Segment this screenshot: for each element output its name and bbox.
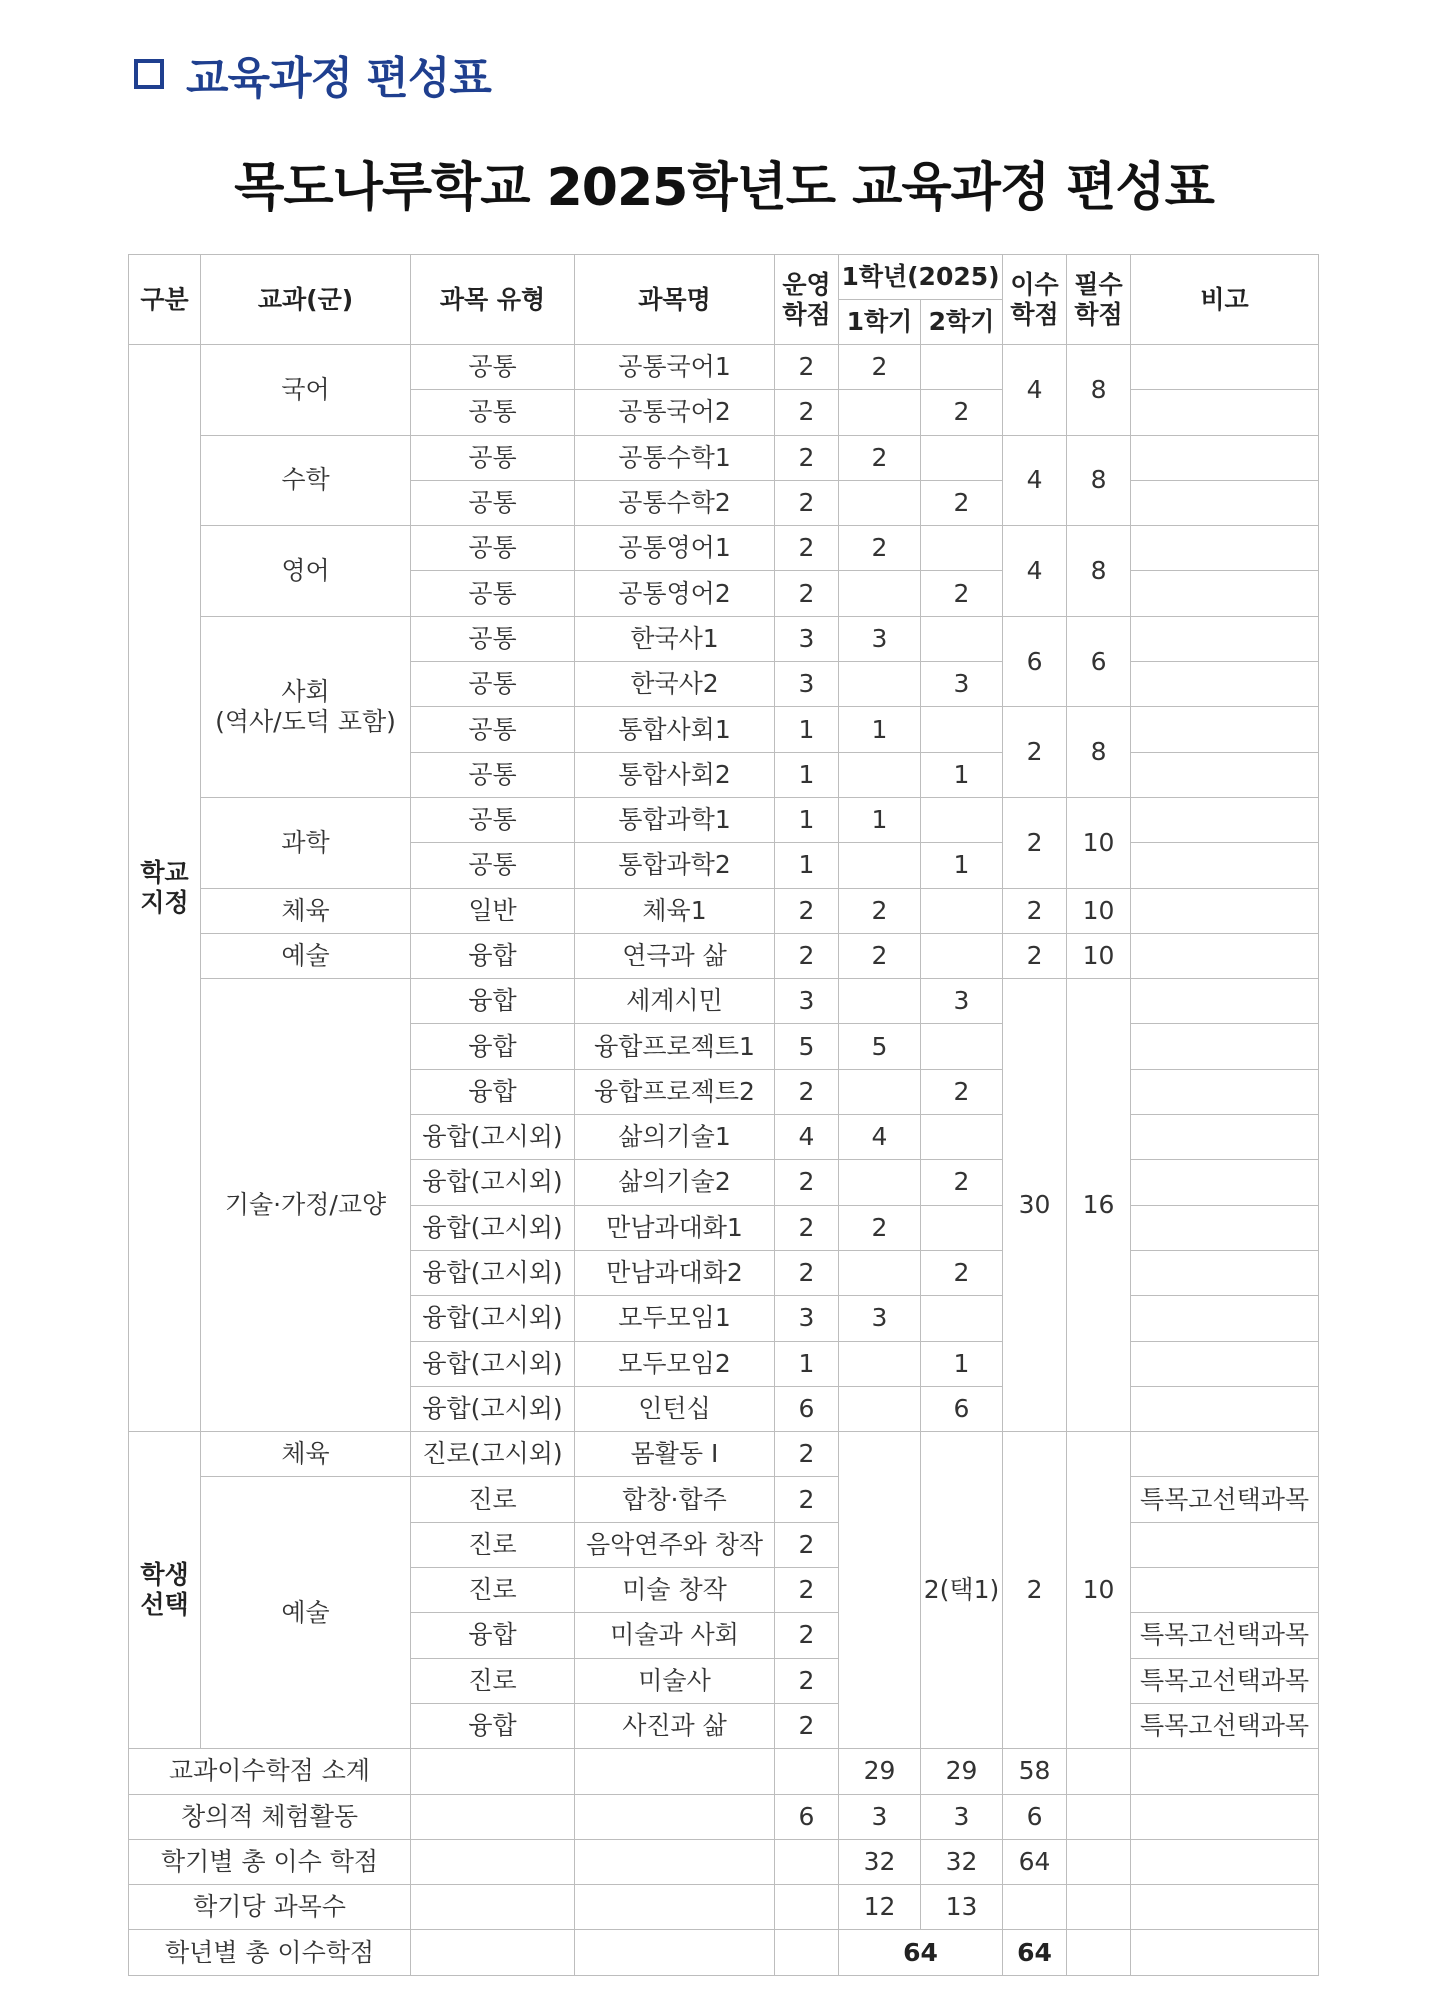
course-sem1: 2	[839, 435, 921, 480]
course-credits: 2	[775, 1205, 839, 1250]
group-required: 10	[1067, 797, 1131, 888]
course-name: 통합과학2	[575, 843, 775, 888]
course-credits: 3	[775, 616, 839, 661]
summary-credits	[775, 1885, 839, 1930]
course-sem1	[839, 662, 921, 707]
group-choice-pe: 체육	[201, 1432, 411, 1477]
summary-sem2: 3	[921, 1794, 1003, 1839]
summary-row	[129, 1885, 1319, 1930]
header-category: 구분	[129, 255, 201, 345]
course-name: 인턴십	[575, 1386, 775, 1431]
course-type: 융합(고시외)	[411, 1160, 575, 1205]
course-type: 진로	[411, 1568, 575, 1613]
checkbox-square-icon	[134, 59, 164, 89]
course-credits: 6	[775, 1386, 839, 1431]
course-credits: 3	[775, 662, 839, 707]
summary-row	[129, 1839, 1319, 1884]
course-type: 공통	[411, 571, 575, 616]
course-credits: 2	[775, 526, 839, 571]
course-sem1	[839, 1386, 921, 1431]
course-type: 융합(고시외)	[411, 1205, 575, 1250]
summary-label: 교과이수학점 소계	[129, 1749, 411, 1794]
course-type: 융합(고시외)	[411, 1386, 575, 1431]
course-credits: 2	[775, 1069, 839, 1114]
summary-label: 학기별 총 이수 학점	[129, 1839, 411, 1884]
course-note	[1131, 1115, 1319, 1160]
course-type: 융합	[411, 1703, 575, 1748]
course-credits: 2	[775, 571, 839, 616]
header-sem1: 1학기	[839, 300, 921, 345]
course-credits: 2	[775, 1432, 839, 1477]
course-name: 세계시민	[575, 979, 775, 1024]
course-note	[1131, 1069, 1319, 1114]
course-credits: 2	[775, 1250, 839, 1295]
group-required: 10	[1067, 1432, 1131, 1749]
course-note	[1131, 480, 1319, 525]
course-sem1: 1	[839, 707, 921, 752]
course-sem2	[921, 1205, 1003, 1250]
curriculum-table	[128, 254, 1319, 1976]
course-sem2: 1	[921, 752, 1003, 797]
course-credits: 2	[775, 888, 839, 933]
group-choice-arts: 예술	[201, 1477, 411, 1749]
course-note	[1131, 1205, 1319, 1250]
summary-completed: 58	[1003, 1749, 1067, 1794]
course-sem1	[839, 1341, 921, 1386]
course-type: 융합	[411, 1069, 575, 1114]
course-note: 특목고선택과목	[1131, 1658, 1319, 1703]
group-korean: 국어	[201, 345, 411, 436]
group-completed: 4	[1003, 345, 1067, 436]
group-english: 영어	[201, 526, 411, 617]
course-note	[1131, 707, 1319, 752]
course-note	[1131, 1386, 1319, 1431]
course-type: 융합(고시외)	[411, 1341, 575, 1386]
summary-sem1: 12	[839, 1885, 921, 1930]
group-tech: 기술·가정/교양	[201, 979, 411, 1432]
group-completed: 2	[1003, 933, 1067, 978]
course-type: 공통	[411, 616, 575, 661]
group-completed: 4	[1003, 526, 1067, 617]
course-credits: 2	[775, 1568, 839, 1613]
course-name: 음악연주와 창작	[575, 1522, 775, 1567]
header-required: 필수 학점	[1067, 255, 1131, 345]
group-required: 8	[1067, 435, 1131, 526]
course-note	[1131, 1341, 1319, 1386]
course-sem2	[921, 435, 1003, 480]
header-completed: 이수 학점	[1003, 255, 1067, 345]
course-note	[1131, 933, 1319, 978]
summary-completed	[1003, 1885, 1067, 1930]
course-name: 체육1	[575, 888, 775, 933]
summary-sem1: 29	[839, 1749, 921, 1794]
group-completed: 2	[1003, 707, 1067, 798]
course-name: 미술사	[575, 1658, 775, 1703]
course-sem1: 3	[839, 616, 921, 661]
course-type: 공통	[411, 662, 575, 707]
group-pe: 체육	[201, 888, 411, 933]
course-sem1: 2	[839, 526, 921, 571]
course-sem2: 1	[921, 843, 1003, 888]
course-note	[1131, 888, 1319, 933]
course-sem1	[839, 1250, 921, 1295]
group-required: 8	[1067, 526, 1131, 617]
group-completed: 6	[1003, 616, 1067, 707]
group-required: 6	[1067, 616, 1131, 707]
course-sem2	[921, 1024, 1003, 1069]
course-type: 진로	[411, 1522, 575, 1567]
course-name: 통합사회2	[575, 752, 775, 797]
course-sem2: 3	[921, 662, 1003, 707]
course-sem1	[839, 571, 921, 616]
course-type: 융합	[411, 933, 575, 978]
summary-label: 창의적 체험활동	[129, 1794, 411, 1839]
course-sem1: 2	[839, 345, 921, 390]
table-row	[129, 888, 1319, 933]
course-sem1: 2	[839, 888, 921, 933]
course-sem1: 1	[839, 797, 921, 842]
group-required: 8	[1067, 345, 1131, 436]
course-type: 공통	[411, 797, 575, 842]
table-row	[129, 616, 1319, 661]
course-name: 공통수학2	[575, 480, 775, 525]
table-row	[129, 526, 1319, 571]
course-sem1: 2	[839, 933, 921, 978]
course-name: 모두모임2	[575, 1341, 775, 1386]
course-note	[1131, 662, 1319, 707]
course-name: 공통영어1	[575, 526, 775, 571]
header-course-type: 과목 유형	[411, 255, 575, 345]
course-sem2	[921, 526, 1003, 571]
table-row	[129, 797, 1319, 842]
course-name: 연극과 삶	[575, 933, 775, 978]
summary-credits	[775, 1749, 839, 1794]
course-note	[1131, 1250, 1319, 1295]
group-required: 8	[1067, 707, 1131, 798]
course-sem2	[921, 616, 1003, 661]
course-type: 공통	[411, 435, 575, 480]
course-type: 융합	[411, 1024, 575, 1069]
course-note	[1131, 345, 1319, 390]
course-sem1	[839, 752, 921, 797]
course-type: 융합(고시외)	[411, 1115, 575, 1160]
course-note	[1131, 843, 1319, 888]
course-note: 특목고선택과목	[1131, 1477, 1319, 1522]
section-school-designated: 학교 지정	[129, 345, 201, 1432]
course-name: 한국사2	[575, 662, 775, 707]
group-science: 과학	[201, 797, 411, 888]
course-sem2	[921, 888, 1003, 933]
course-sem1	[839, 1160, 921, 1205]
course-note	[1131, 1522, 1319, 1567]
course-sem2	[921, 1296, 1003, 1341]
course-credits: 2	[775, 1658, 839, 1703]
course-sem2: 2	[921, 480, 1003, 525]
course-type: 융합(고시외)	[411, 1296, 575, 1341]
course-type: 진로(고시외)	[411, 1432, 575, 1477]
course-name: 삶의기술1	[575, 1115, 775, 1160]
course-note	[1131, 435, 1319, 480]
course-credits: 2	[775, 1703, 839, 1748]
course-type: 공통	[411, 526, 575, 571]
course-credits: 2	[775, 1522, 839, 1567]
group-completed: 2	[1003, 797, 1067, 888]
course-sem2: 1	[921, 1341, 1003, 1386]
course-credits: 1	[775, 1341, 839, 1386]
course-note	[1131, 526, 1319, 571]
course-sem2	[921, 1115, 1003, 1160]
course-credits: 2	[775, 1160, 839, 1205]
table-row	[129, 345, 1319, 390]
course-credits: 1	[775, 752, 839, 797]
course-name: 통합과학1	[575, 797, 775, 842]
course-name: 합창·합주	[575, 1477, 775, 1522]
group-completed: 30	[1003, 979, 1067, 1432]
summary-row	[129, 1930, 1319, 1975]
course-note	[1131, 1568, 1319, 1613]
group-math: 수학	[201, 435, 411, 526]
course-type: 융합	[411, 1613, 575, 1658]
choice-sem2: 2(택1)	[921, 1432, 1003, 1749]
course-name: 공통국어1	[575, 345, 775, 390]
course-note	[1131, 797, 1319, 842]
course-credits: 1	[775, 843, 839, 888]
section-heading	[134, 42, 491, 106]
course-sem2: 2	[921, 1160, 1003, 1205]
course-credits: 2	[775, 390, 839, 435]
course-sem1	[839, 390, 921, 435]
group-required: 10	[1067, 888, 1131, 933]
course-sem2: 6	[921, 1386, 1003, 1431]
summary-sem1: 3	[839, 1794, 921, 1839]
course-credits: 2	[775, 1477, 839, 1522]
course-sem1: 3	[839, 1296, 921, 1341]
page-title: 목도나루학교 2025학년도 교육과정 편성표	[234, 158, 1214, 218]
course-name: 융합프로젝트2	[575, 1069, 775, 1114]
summary-row	[129, 1749, 1319, 1794]
course-note	[1131, 979, 1319, 1024]
course-credits: 5	[775, 1024, 839, 1069]
course-sem2: 2	[921, 571, 1003, 616]
course-note	[1131, 571, 1319, 616]
course-credits: 1	[775, 797, 839, 842]
header-note: 비고	[1131, 255, 1319, 345]
summary-label: 학기당 과목수	[129, 1885, 411, 1930]
summary-sem1: 32	[839, 1839, 921, 1884]
choice-sem1	[839, 1432, 921, 1749]
course-type: 공통	[411, 707, 575, 752]
table-row	[129, 435, 1319, 480]
yearly-total: 64	[839, 1930, 1003, 1975]
table-row	[129, 979, 1319, 1024]
course-credits: 4	[775, 1115, 839, 1160]
course-name: 공통영어2	[575, 571, 775, 616]
course-type: 공통	[411, 843, 575, 888]
course-credits: 1	[775, 707, 839, 752]
course-name: 사진과 삶	[575, 1703, 775, 1748]
course-note	[1131, 1296, 1319, 1341]
course-name: 공통국어2	[575, 390, 775, 435]
course-sem2	[921, 707, 1003, 752]
course-sem1: 2	[839, 1205, 921, 1250]
course-type: 공통	[411, 345, 575, 390]
course-sem2: 2	[921, 1250, 1003, 1295]
course-sem2: 2	[921, 1069, 1003, 1114]
course-credits: 2	[775, 480, 839, 525]
course-name: 한국사1	[575, 616, 775, 661]
course-note: 특목고선택과목	[1131, 1703, 1319, 1748]
summary-sem2: 32	[921, 1839, 1003, 1884]
group-arts: 예술	[201, 933, 411, 978]
course-credits: 2	[775, 933, 839, 978]
summary-row	[129, 1794, 1319, 1839]
course-credits: 2	[775, 1613, 839, 1658]
course-sem1	[839, 480, 921, 525]
header-subject-group: 교과(군)	[201, 255, 411, 345]
summary-completed: 6	[1003, 1794, 1067, 1839]
group-required: 10	[1067, 933, 1131, 978]
course-name: 미술과 사회	[575, 1613, 775, 1658]
course-name: 몸활동 I	[575, 1432, 775, 1477]
course-note	[1131, 1432, 1319, 1477]
course-name: 만남과대화1	[575, 1205, 775, 1250]
header-grade1: 1학년(2025)	[839, 255, 1003, 300]
course-type: 융합	[411, 979, 575, 1024]
section-student-choice: 학생 선택	[129, 1432, 201, 1749]
course-note	[1131, 1160, 1319, 1205]
summary-credits	[775, 1839, 839, 1884]
course-type: 진로	[411, 1477, 575, 1522]
course-sem2	[921, 933, 1003, 978]
course-type: 융합(고시외)	[411, 1250, 575, 1295]
course-sem1: 4	[839, 1115, 921, 1160]
course-credits: 2	[775, 435, 839, 480]
table-row	[129, 1432, 1319, 1477]
course-type: 진로	[411, 1658, 575, 1703]
yearly-completed: 64	[1003, 1930, 1067, 1975]
table-row	[129, 1477, 1319, 1522]
section-heading-text: 교육과정 편성표	[186, 53, 491, 104]
course-note	[1131, 1024, 1319, 1069]
group-social: 사회 (역사/도덕 포함)	[201, 616, 411, 797]
course-name: 만남과대화2	[575, 1250, 775, 1295]
group-completed: 4	[1003, 435, 1067, 526]
header-sem2: 2학기	[921, 300, 1003, 345]
course-note	[1131, 616, 1319, 661]
table-row	[129, 933, 1319, 978]
header-course-name: 과목명	[575, 255, 775, 345]
course-sem1: 5	[839, 1024, 921, 1069]
course-sem1	[839, 1069, 921, 1114]
course-name: 통합사회1	[575, 707, 775, 752]
course-sem1	[839, 979, 921, 1024]
course-credits: 2	[775, 345, 839, 390]
course-credits: 3	[775, 979, 839, 1024]
course-note	[1131, 752, 1319, 797]
course-sem2	[921, 345, 1003, 390]
summary-label: 학년별 총 이수학점	[129, 1930, 411, 1975]
course-name: 미술 창작	[575, 1568, 775, 1613]
course-sem1	[839, 843, 921, 888]
summary-sem2: 13	[921, 1885, 1003, 1930]
course-note: 특목고선택과목	[1131, 1613, 1319, 1658]
header-credits: 운영 학점	[775, 255, 839, 345]
course-note	[1131, 390, 1319, 435]
course-type: 공통	[411, 752, 575, 797]
course-name: 융합프로젝트1	[575, 1024, 775, 1069]
summary-credits: 6	[775, 1794, 839, 1839]
summary-sem2: 29	[921, 1749, 1003, 1794]
course-name: 삶의기술2	[575, 1160, 775, 1205]
course-type: 공통	[411, 390, 575, 435]
course-sem2: 3	[921, 979, 1003, 1024]
course-name: 공통수학1	[575, 435, 775, 480]
course-type: 공통	[411, 480, 575, 525]
course-name: 모두모임1	[575, 1296, 775, 1341]
course-sem2: 2	[921, 390, 1003, 435]
summary-completed: 64	[1003, 1839, 1067, 1884]
group-completed: 2	[1003, 888, 1067, 933]
group-completed: 2	[1003, 1432, 1067, 1749]
course-credits: 3	[775, 1296, 839, 1341]
group-required: 16	[1067, 979, 1131, 1432]
course-sem2	[921, 797, 1003, 842]
course-type: 일반	[411, 888, 575, 933]
